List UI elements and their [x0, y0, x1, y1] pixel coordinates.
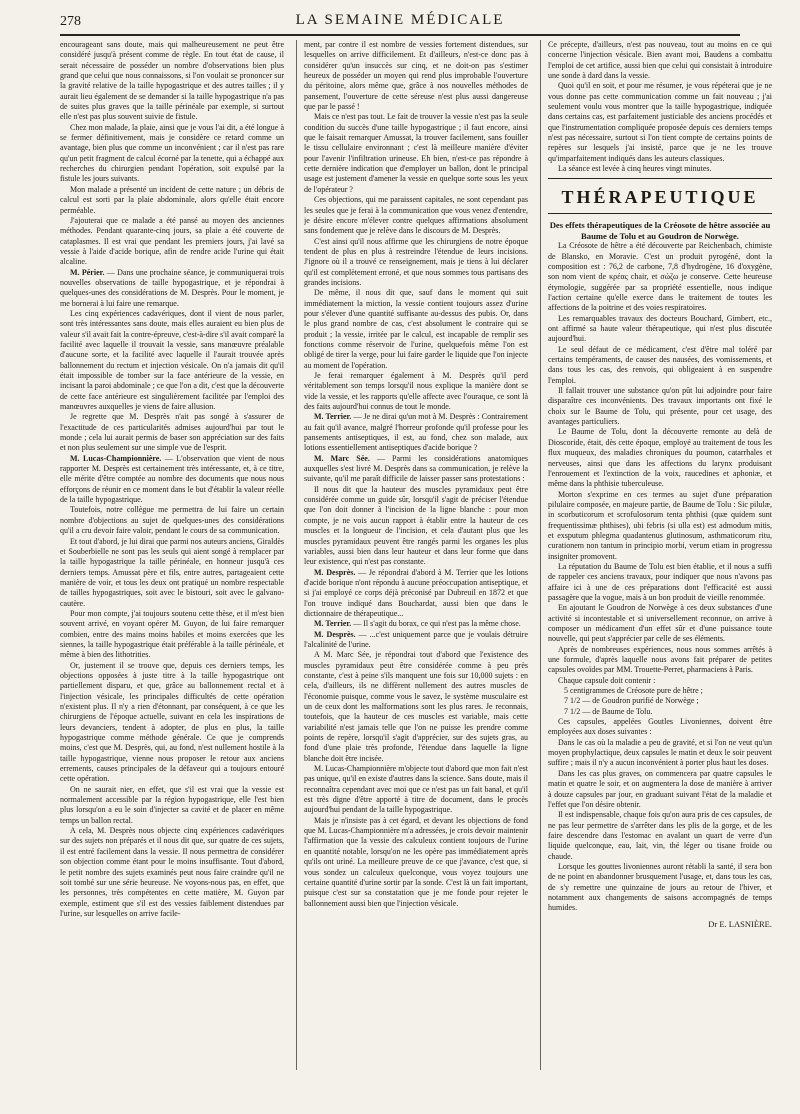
speaker-name: M. Terrier. — [314, 412, 352, 422]
paragraph-text: La Créosote de hêtre a été découverte par Reichenbach, chimiste de Blansko, en Moravie. C'est un produit pyrogéné, dont la composition est : 76,2 de carbone, 7,8 d'hydrogène, 16 d'oxygène, son nom vient de κρέας chair, et σώζω je conserve. Cette heureuse étymologie, suggérée par sa propriété essentielle, nous indique l'action certaine qu'elle exerce dans le traitement de toutes les affections de la poitrine et des voies respiratoires. — [548, 241, 772, 313]
paragraph-text: — ...c'est uniquement parce que je voulais détruire l'alcalinité de l'urine. — [304, 629, 528, 649]
speaker-name: M. Lucas-Championnière. — [70, 453, 162, 463]
paragraph — [304, 764, 528, 816]
paragraph-text: encourageant sans doute, mais qui malheureusement ne peut être considéré jusqu'à présent comme de règle. En tout état de cause, il serait nécessaire de posséder un nombre d'observations bien plus grand que celui que nous connaissons, si l'on voulait se prononcer sur la gravité relative de la taille hypogastrique et des autres tailles ; il y aurait lieu également de se demander si la taille hypogastrique n'a pas de suites plus graves que la taille périnéale par exemple, si surtout elle n'est pas plus souvent suivie de fistule. — [60, 40, 284, 122]
paragraph — [304, 619, 528, 629]
paragraph — [548, 562, 772, 603]
paragraph — [548, 769, 772, 810]
speaker-name: M. Desprès. — [314, 567, 356, 577]
paragraph-text: La réputation du Baume de Tolu est bien établie, et il nous a suffi de rappeler ces anciens travaux, pour indiquer que nous n'avons pas affaire ici à une de ces préparations dont l'efficacité est aussi passagère que la vogue, mais à un bon produit de vieille renommée. — [548, 561, 772, 602]
paragraph-text: Ce précepte, d'ailleurs, n'est pas nouveau, tout au moins en ce qui concerne l'injection vésicale. Bien avant moi, Baudens a combattu l'emploi de cet artifice, aussi bien que celui qui consistait à introduire une sonde à dard dans la vessie. — [548, 40, 772, 81]
paragraph — [304, 485, 528, 568]
journal-title: LA SEMAINE MÉDICALE — [295, 12, 505, 28]
paragraph — [304, 40, 528, 112]
paragraph — [60, 537, 284, 609]
paragraph — [60, 785, 284, 826]
paragraph — [564, 686, 772, 696]
paragraph-text: De même, il nous dit que, sauf dans le moment qui suit immédiatement la miction, la vessie contient toujours assez d'urine pour s'élever d'une quantité suffisante au-dessus des pubis. Or, dans le plus grand nombre de cas, c'est absolument le contraire qui se produit ; la vessie, irritée par le calcul, est incapable de remplir ses fonctions comme réservoir de l'urine, quelquefois même l'on est obligé de tirer la verge, pour lui faire garder le liquide que l'on injecte au moment de l'opération. — [304, 288, 528, 370]
paragraph — [548, 645, 772, 676]
speaker-name: M. Marc Sée. — [314, 453, 370, 463]
paragraph-text: — Parmi les considérations anatomiques auxquelles s'est livré M. Desprès dans sa communication, je relève la suivante, qu'il me paraît difficile de laisser passer sans protestations : — [304, 453, 528, 484]
paragraph-text: Il nous dit que la hauteur des muscles pyramidaux peut être considérée comme un guide sûr, lorsqu'il s'agit de préciser l'étendue que l'on doit donner à l'incision de la ligne blanche : pour mon compte, je ne vois aucun rapport à établir entre la hauteur de ces muscles et la longueur de l'incision, et cela d'autant plus que les muscles pyramidaux peuvent être rangés parmi les organes les plus variables, aussi bien dans leur hauteur et dans leur forme que dans leur existence, qui n'est pas constante. — [304, 484, 528, 567]
paragraph-text: Pour mon compte, j'ai toujours soutenu cette thèse, et il m'est bien souvent arrivé, en voyant opérer M. Guyon, de lui faire remarquer combien, entre des mains moins habiles et moins exercées que les siennes, la taille hypogastrique était préférable à la taille périnéale, et même à bien des lithotrities. — [60, 608, 284, 660]
paragraph — [304, 237, 528, 289]
paragraph-text: Les cinq expériences cadavériques, dont il vient de nous parler, sont très intéressantes sans doute, mais elles auraient eu bien plus de valeur s'il avait fait la contre-épreuve, c'est-à-dire s'il avait comparé la facilité avec laquelle il trouvait la vessie, sans manœuvre préalable d'aucune sorte, et la facilité avec laquelle il l'aurait trouvée après ballonnement du rectum et injection vésicale. On n'a jamais dit qu'il était impossible de tomber sur la face antérieure de la vessie, en incisant la paroi abdominale ; ce que l'on a dit, c'est que la découverte de cette face antérieure est singulièrement facilitée par l'emploi des manœuvres auxquelles je viens de faire allusion. — [60, 308, 284, 412]
paragraph — [304, 195, 528, 236]
paragraph — [548, 490, 772, 562]
paragraph — [548, 427, 772, 489]
page-header — [60, 6, 740, 32]
paragraph-text: C'est ainsi qu'il nous affirme que les chirurgiens de notre époque tendent de plus en plus à restreindre l'étendue de leurs incisions. J'ignore où il a trouvé ce renseignement, mais je tiens à lui déclarer qu'il est complètement erroné, et que nous sommes tous partisans des grandes incisions. — [304, 236, 528, 287]
paragraph — [304, 454, 528, 485]
paragraph-text: Il fallait trouver une substance qu'on pût lui adjoindre pour faire disparaître ces inconvénients. Des travaux importants ont fixé le choix sur le Baume de Tolu, qui présente, pour cet usage, des avantages particuliers. — [548, 386, 772, 427]
paragraph — [60, 185, 284, 216]
speaker-name: M. Terrier. — [314, 619, 352, 629]
column-divider — [296, 40, 297, 1070]
article-title: Des effets thérapeutiques de la Créosote de hêtre associée au Baume de Tolu et au Goudron de Norwège. — [549, 220, 771, 241]
paragraph — [60, 216, 284, 268]
column-2 — [304, 40, 528, 1050]
paragraph-text: Dans les cas plus graves, on commencera par quatre capsules le matin et quatre le soir, et on augmentera la dose de manière à arriver à douze capsules par jour, en graduant suivant l'état de la maladie et l'effet que l'on désire obtenir. — [548, 768, 772, 809]
paragraph — [548, 717, 772, 738]
paragraph-text: En ajoutant le Goudron de Norwège à ces deux substances d'une activité si incontestable et si universellement reconnue, on arrive à composer un médicament d'un effet sûr et d'une puissance toute nouvelle, qui peut s'apprécier par celle de ses éléments. — [548, 603, 772, 644]
paragraph-text: — L'observation que vient de nous rapporter M. Desprès est certainement très intéressante, et, à ce titre, elle mérite d'être comptée au nombre des documents que nous nous efforçons de réunir en ce moment dans le but d'établir la valeur réelle de la taille hypogastrique. — [60, 453, 284, 505]
paragraph-text: — Je répondrai d'abord à M. Terrier que les lotions d'acide borique n'ont répondu à aucune préoccupation antiseptique, et si j'ai employé ce corps déjà préconisé par Dubreuil en 1872 et que l'on trouve indiqué dans Bouchardat, aussi bien que dans le dictionnaire de thérapeutique... — [304, 567, 528, 618]
paragraph-text: Après de nombreuses expériences, nous nous sommes arrêtés à une formule, d'après laquelle nous avons fait préparer de petites capsules ovoïdes par MM. Trouette-Perret, pharmaciens à Paris. — [548, 644, 772, 675]
paragraph — [60, 309, 284, 412]
paragraph-text: — Il s'agit du borax, ce qui n'est pas la même chose. — [351, 619, 521, 629]
paragraph — [564, 696, 772, 706]
paragraph — [548, 810, 772, 862]
speaker-name: M. Périer. — [70, 267, 105, 277]
paragraph-text: Lorsque les gouttes livoniennes auront rétabli la santé, il sera bon de ne point en abandonner brusquement l'usage, et, dans tous les cas, de s'y remettre une quinzaine de jours au retour de l'hiver, et notamment aux changements de saisons accompagnés de temps humides. — [548, 861, 772, 913]
section-rule — [548, 213, 772, 214]
paragraph — [60, 505, 284, 536]
paragraph-text: La séance est levée à cinq heures vingt minutes. — [558, 164, 712, 174]
paragraph-text: 5 centigrammes de Créosote pure de hêtre ; — [564, 686, 703, 696]
paragraph — [304, 630, 528, 651]
paragraph-text: J'ajouterai que ce malade a été pansé au moyen des anciennes méthodes. Pendant quarante-cinq jours, sa plaie a été couverte de cataplasmes. Il est vrai que pendant les premiers jours, j'ai lavé sa vessie à l'aide d'acide borique, afin de rendre acide l'urine qui était alcaline. — [60, 215, 284, 267]
paragraph — [60, 40, 284, 123]
paragraph-text: A M. Marc Sée, je répondrai tout d'abord que l'existence des muscles pyramidaux peut être considérée comme à peu près constante, c'est à peine s'ils manquent une fois sur 10,000 sujets : en cela, d'ailleurs, ils ne diffèrent nullement des autres muscles de l'économie puisque, comme vous le savez, le système musculaire est un de ceux dont les malformations sont les plus rares. Je reconnais, toutefois, que la hauteur de ces muscles est variable, mais cette variabilité n'est jamais telle que l'on ne puisse les prendre comme points de repère, lorsqu'il s'agit d'apprécier, sur des sujets gras, au fond d'une plaie très profonde, l'étendue dans laquelle la ligne blanche doit être incisée. — [304, 650, 528, 763]
paragraph — [60, 609, 284, 661]
paragraph — [304, 650, 528, 764]
paragraph — [60, 123, 284, 185]
paragraph-text: 7 1/2 — de Goudron purifié de Norwège ; — [564, 696, 699, 706]
header-rule — [60, 34, 740, 36]
paragraph — [548, 40, 772, 81]
paragraph-text: Mais je n'insiste pas à cet égard, et devant les objections de fond que M. Lucas-Championnière m'a adressées, je crois devoir maintenir l'affirmation que la vessie des calculeux contient toujours de l'urine en quantité notable, lorsqu'on ne les opère pas immédiatement après qu'ils ont uriné. La meilleure preuve de ce que j'avance, c'est que, si vous sondez un calculeux quelconque, vous voyez toujours une certaine quantité d'urine sortir par la sonde. C'est là un fait important, puisque c'est sur sa constatation que je me fonde pour rejeter le ballonnement aussi bien que l'injection vésicale. — [304, 815, 528, 908]
paragraph — [548, 81, 772, 164]
paragraph-text: Morton s'exprime en ces termes au sujet d'une préparation pilulaire composée, en majeure partie, de Baume de Tolu : Sic pilulæ, in scorbuticorum et scrofulosorum tenta phthisi (quæ quidem sunt frequentissimæ phthises), ubi febris (si ulla est) est admodum mitis, et exsputum phlegma quadantenus glutinosum, asthmaticorum ritu, curationem non tantum in principio morbi, verum etiam in progressu insigniter promovent. — [548, 489, 772, 561]
paragraph-text: Chez mon malade, la plaie, ainsi que je vous l'ai dit, a été longue à se fermer définitivement, mais je considère ce retard comme un avantage, bien plus que comme un inconvénient ; car il n'est pas rare qu'un petit fragment de calcul écorné par la tenette, qui a échappé aux recherches du chirurgien pendant l'opération, soit expulsé par la fistule les jours suivants. — [60, 122, 284, 184]
paragraph-text: Les remarquables travaux des docteurs Bouchard, Gimbert, etc., ont affirmé sa haute valeur thérapeutique, qui n'est plus discutée aujourd'hui. — [548, 313, 772, 344]
paragraph-text: Le Baume de Tolu, dont la découverte remonte au delà de Dioscoride, était, dès cette époque, employé au traitement de tous les flux muqueux, des maladies chroniques du poumon, catarrhales et nerveuses, ainsi que dans les affections du larynx produisant l'enrouement et l'extinction de la voix, raucedines et aphoniæ, et même dans la phthisie tuberculeuse. — [548, 427, 772, 489]
paragraph-text: Quoi qu'il en soit, et pour me résumer, je vous répéterai que je ne vous donne pas cette communication comme un fait nouveau ; j'ai seulement voulu vous montrer que la taille hypogastrique, indiquée dans certains cas, est parfaitement justiciable des anciens procédés et que l'instrumentation compliquée proposée depuis ces derniers temps n'est pas nécessaire, surtout si l'on tient compte de certains points de repères sur lesquels j'ai insisté, parce que je ne les trouve qu'imparfaitement indiqués dans les auteurs classiques. — [548, 81, 772, 163]
section-rule — [548, 178, 772, 179]
paragraph — [304, 412, 528, 453]
paragraph — [304, 288, 528, 371]
paragraph — [304, 112, 528, 195]
paragraph-text: Toutefois, notre collègue me permettra de lui faire un certain nombre d'objections au sujet de quelques-unes des considérations qu'il a cru devoir faire valoir, pendant le cours de sa communication. — [60, 505, 284, 536]
column-1 — [60, 40, 284, 1050]
paragraph — [304, 371, 528, 412]
paragraph — [304, 568, 528, 620]
column-divider — [540, 40, 541, 1070]
paragraph-text: Chaque capsule doit contenir : — [558, 675, 656, 685]
paragraph — [60, 826, 284, 919]
paragraph — [304, 816, 528, 909]
paragraph — [60, 268, 284, 309]
paragraph-text: A cela, M. Desprès nous objecte cinq expériences cadavériques sur des sujets non préparés et il nous dit que, sur quatre de ces sujets, il est entré facilement dans la vessie. Il nous permettra de considérer son objection comme étant pour le moins insuffisante. Tout d'abord, le petit nombre des sujets examinés peut nous faire craindre qu'il ne soit tombé sur une série heureuse. Ne voyons-nous pas, en effet, que les personnes, très compétentes en cette matière, M. Guyon par exemple, estiment que s'il est des vessies faiblement distendues par l'urine, sur lesquelles on arrive facile- — [60, 826, 284, 918]
paragraph-text: — Dans une prochaine séance, je communiquerai trois nouvelles observations de taille hypogastrique, et je répondrai à quelques-unes des considérations de M. Desprès. Pour le moment, je me bornerai à lui faire une remarque. — [60, 267, 284, 308]
paragraph-text: Il est indispensable, chaque fois qu'on aura pris de ces capsules, de ne pas leur permettre de s'arrêter dans les plis de la gorge, et de les faire descendre dans l'estomac en avalant un quart de verre d'un liquide quelconque, eau, lait, vin, thé léger ou tisane froide ou chaude. — [548, 810, 772, 861]
paragraph-text: On ne saurait nier, en effet, que s'il est vrai que la vessie est normalement accessible par la région hypogastrique, elle l'est bien plus lorsqu'on a eu le soin d'injecter sa cavité et de placer en même temps un ballon rectal. — [60, 784, 284, 825]
speaker-name: M. Desprès. — [314, 629, 356, 639]
paragraph — [60, 412, 284, 453]
section-title: THÉRAPEUTIQUE — [561, 187, 759, 208]
paragraph-text: Or, justement il se trouve que, depuis ces derniers temps, les objections opposées à juste titre à la taille hypogastrique ont partiellement disparu, et que, grâce au ballonnement rectal et à l'injection vésicale, les principales difficultés de cette opération n'existent plus. Il n'y a rien d'étonnant, par conséquent, à ce que les chirurgiens de l'époque actuelle, suivant en cela les inspirations de leurs devanciers, tendent à adopter, de plus en plus, la taille hypogastrique comme méthode générale. Ce que je comprends moins, c'est que M. Desprès, qui, au fond, n'est nullement hostile à la taille hypogastrique, vienne nous proposer le retour aux anciens errements, causes principales de la défaveur qui a toujours entouré cette opération. — [60, 660, 284, 784]
paragraph-text: M. Lucas-Championnière m'objecte tout d'abord que mon fait n'est pas unique, qu'il en existe d'autres dans la science. Sans doute, mais il reconnaîtra cependant avec moi que ce n'est pas un fait banal, et qu'il est très digne d'être apporté à titre de document, dans le procès aujourd'hui pendant de la taille hypogastrique. — [304, 764, 528, 815]
paragraph — [548, 738, 772, 769]
column-3 — [548, 40, 772, 1050]
paragraph — [60, 661, 284, 785]
paragraph-text: Et tout d'abord, je lui dirai que parmi nos auteurs anciens, Giraldès et Souberbielle ne sont pas les seuls qui aient songé à remplacer par la taille hypogastrique la taille périnéale, en honneur jusqu'à ces derniers temps. Amussat père et fils, entre autres, partageaient cette manière de voir, et tous les deux ont pratiqué un nombre respectable de tailles hypogastriques, soit avec le bistouri, soit avec le galvano-cautère. — [60, 536, 284, 608]
paragraph — [548, 314, 772, 345]
paragraph — [548, 345, 772, 386]
paragraph-text: Mon malade a présenté un incident de cette nature ; un débris de calcul est sorti par la plaie abdominale, alors qu'elle était encore perméable. — [60, 184, 284, 215]
paragraph — [548, 676, 772, 686]
paragraph — [548, 241, 772, 313]
paragraph-text: Dans le cas où la maladie a peu de gravité, et si l'on ne veut qu'un moyen prophylactique, deux capsules le matin et deux le soir peuvent suffire ; mais il n'y a aucun inconvénient à porter plus haut les doses. — [548, 737, 772, 768]
paragraph-text: — Je ne dirai qu'un mot à M. Desprès : Contrairement au fait qu'il avance, malgré l'horreur profonde qu'il professe pour les pansements antiseptiques, il est, au fond, chez son malade, aux lotions essentiellement antiseptiques d'acide borique ? — [304, 412, 528, 453]
paragraph-text: 7 1/2 — de Baume de Tolu. — [564, 706, 653, 716]
paragraph-text: Mais ce n'est pas tout. Le fait de trouver la vessie n'est pas la seule condition du succès d'une taille hypogastrique ; il faut encore, ainsi que le faisait remarquer Amussat, la trouver facilement, sans fouiller le tissu cellulaire environnant ; c'est là meilleure manière d'éviter pour l'avenir l'infiltration urineuse. Eh bien, n'est-ce pas répondre à cette dernière indication que d'employer un ballon, dont le principal usage est justement d'amener la vessie en quelque sorte sous les yeux de l'opérateur ? — [304, 112, 528, 194]
paragraph — [548, 386, 772, 427]
author-signature: Dr E. LASNIÈRE. — [708, 918, 772, 929]
paragraph — [60, 454, 284, 506]
paragraph-text: Je regrette que M. Desprès n'ait pas songé à s'assurer de l'exactitude de ces particularités admises aujourd'hui par tout le monde ; cela lui aurait permis de baser son appréciation sur des faits et non plus seulement sur une simple vue de l'esprit. — [60, 412, 284, 453]
paragraph — [548, 603, 772, 644]
paragraph — [548, 164, 772, 174]
paragraph-text: Je ferai remarquer également à M. Desprès qu'il perd véritablement son temps lorsqu'il nous explique la manière dont se vide la vessie, et les rapports qu'elle affecte avec l'ouraque, ce sont là des faits aujourd'hui connus de tout le monde. — [304, 371, 528, 412]
paragraph-text: Le seul défaut de ce médicament, c'est d'être mal toléré par certains tempéraments, de causer des nausées, des vomissements, et dans tous les cas, des renvois, qui obligeaient à en suspendre l'emploi. — [548, 344, 772, 385]
paragraph-text: Ces capsules, appelées Goutles Livoniennes, doivent être employées aux doses suivantes : — [548, 717, 772, 737]
paragraph-text: ment, par contre il est nombre de vessies fortement distendues, sur lesquelles on arrive difficilement. Et d'ailleurs, n'est-ce donc pas à considérer qu'un insuccès sur cinq, et ne doit-on pas s'estimer heureux de posséder un moyen qui rend plus improbable l'ouverture du péritoine, alors même que, grâce à nos nouvelles méthodes de pansement, l'ouverture de cette séreuse n'est plus aussi dangereuse que par le passé ! — [304, 40, 528, 112]
paragraph — [548, 862, 772, 914]
paragraph — [564, 707, 772, 717]
paragraph-text: Ces objections, qui me paraissent capitales, ne sont cependant pas les seules que je ferai à la communication que vous venez d'entendre, je désire encore m'élever contre quelques affirmations absolument sans fondement que je relève dans le discours de M. Desprès. — [304, 195, 528, 236]
page-number: 278 — [60, 14, 81, 29]
